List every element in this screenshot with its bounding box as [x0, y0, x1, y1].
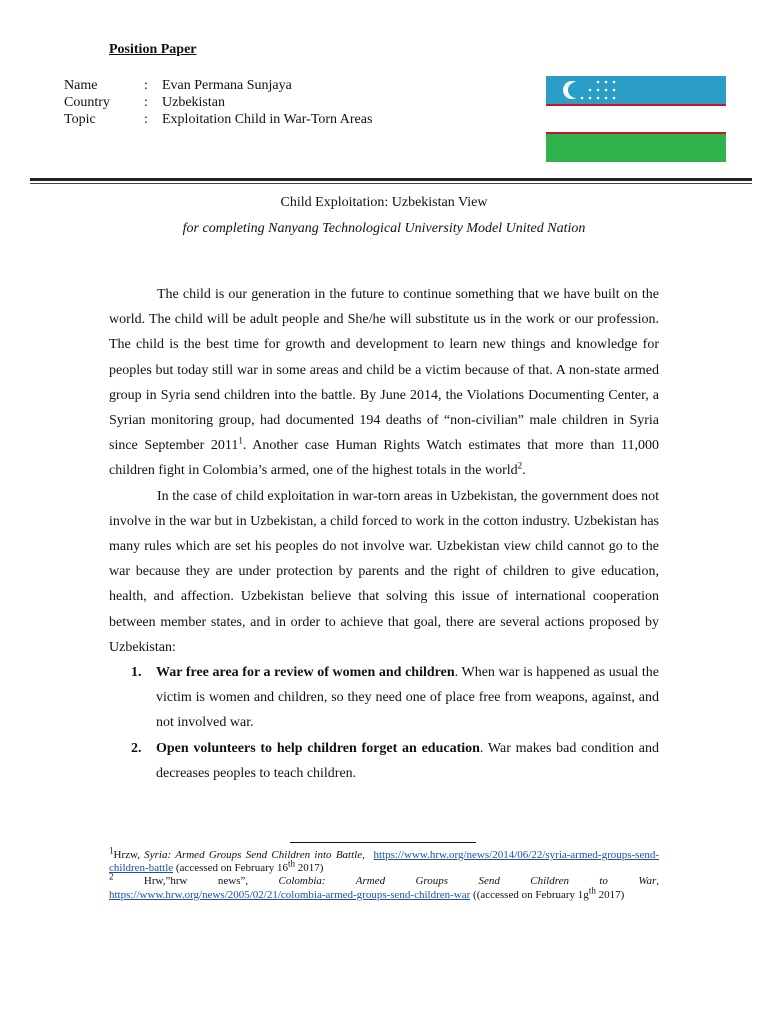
flag-red-stripe-top: [546, 104, 726, 106]
footnote-accessed: (accessed on February 16: [173, 862, 288, 875]
list-item-heading: Open volunteers to help children forget an education: [156, 740, 480, 756]
list-number: 1.: [131, 665, 142, 681]
list-item-heading: War free area for a review of women and children: [156, 665, 455, 681]
footnote-year: 2017): [595, 888, 625, 901]
meta-label: Name: [64, 78, 98, 93]
meta-separator: :: [144, 112, 148, 127]
meta-value: Evan Permana Sunjaya: [162, 78, 292, 93]
footnotes: [109, 845, 660, 902]
list-item-text: . When war is happened as usual the victim is women and children, so they need one of place free from weapons, against, and not involved war.: [156, 665, 659, 731]
paragraph-1-text-c: .: [522, 463, 526, 479]
footnote-source: Hrzw,: [113, 849, 145, 861]
flag-white-band: [546, 106, 726, 132]
flag-star: [613, 81, 616, 84]
meta-row-country: [64, 94, 372, 111]
footnote-mark: 1: [109, 845, 114, 856]
footnote-ordinal: th: [588, 884, 596, 895]
paragraph-2: In the case of child exploitation in war-torn areas in Uzbekistan, the government does not involve in the war but in Uzbekistan, a child forced to work in the cotton industry. Uzbekistan has many rules which are set his peoples do not involve war. Uzbekistan view child cannot go to the war because they are under protection by parents and the right of children to give education, health, and affection. Uzbekistan believe that solving this issue of international cooperation between member states, and in order to achieve that goal, there are several actions proposed by Uzbekistan:: [109, 488, 659, 655]
meta-separator: :: [144, 78, 148, 93]
paragraph-1-text-a: The child is our generation in the future to continue something that we have built on the world. The child will be adult people and She/he will substitute us in the work or our profession. The child is the best time for growth and development to learn new things and knowledge for peoples but today still war in some areas and child be a victim because of that. A non-state armed group in Syria send children into the battle. By June 2014, the Violations Documenting Center, a Syrian monitoring group, had documented 194 deaths of “non-civilian” male children in Syria since September 2011: [109, 287, 659, 454]
footnote-source: Hrw,”hrw news”,: [113, 875, 279, 888]
paragraph-1: [109, 282, 659, 484]
footnote-1: [109, 845, 660, 875]
meta-value: Uzbekistan: [162, 95, 225, 110]
list-item: [109, 660, 659, 736]
meta-value: Exploitation Child in War-Torn Areas: [162, 112, 373, 127]
flag-green-band: [546, 134, 726, 162]
flag-star: [605, 81, 608, 84]
flag-star: [589, 89, 592, 92]
header-divider-thick: [30, 178, 752, 181]
flag-crescent-inner: [568, 82, 584, 98]
footnote-separator: [290, 842, 476, 843]
flag-star: [597, 97, 600, 100]
footnote-ref-2[interactable]: 2: [517, 460, 523, 471]
flag-star: [597, 89, 600, 92]
footnote-ref-1[interactable]: 1: [238, 435, 243, 446]
uzbekistan-flag-icon: [546, 76, 726, 162]
flag-star: [589, 97, 592, 100]
list-item-text: . War makes bad condition and decreases peoples to teach children.: [156, 740, 659, 781]
flag-red-stripe-bottom: [546, 132, 726, 134]
metadata-block: [64, 77, 372, 128]
footnote-mark: 2: [109, 871, 114, 882]
body-text: [109, 282, 659, 786]
document-title: Child Exploitation: Uzbekistan View: [280, 195, 488, 210]
meta-separator: :: [144, 95, 148, 110]
footnote-link[interactable]: https://www.hrw.org/news/2005/02/21/colombia-armed-groups-send-children-war: [109, 888, 471, 901]
header-divider-thin: [30, 183, 752, 184]
footnote-article-title: Syria: Armed Groups Send Children into Battle,: [144, 849, 365, 861]
footnote-ordinal: th: [288, 858, 296, 869]
document-type-heading: Position Paper: [109, 42, 197, 57]
footnote-accessed: ((accessed on February 1g: [470, 888, 589, 901]
footnote-article-title: Colombia: Armed Groups Send Children to War: [278, 875, 657, 888]
list-item: [109, 736, 659, 786]
flag-star: [605, 89, 608, 92]
document-subtitle: for completing Nanyang Technological University Model United Nation: [182, 221, 586, 236]
footnote-link[interactable]: https://www.hrw.org/news/2014/06/22/syria-armed-groups-send-children-battle: [109, 849, 660, 875]
action-list: [109, 660, 659, 786]
flag-star: [613, 97, 616, 100]
paragraph-1-text-b: . Another case Human Rights Watch estimates that more than 11,000 children fight in Colombia’s armed, one of the highest totals in the world: [109, 438, 659, 479]
meta-label: Topic: [64, 112, 96, 127]
meta-row-topic: [64, 111, 372, 128]
flag-star: [613, 89, 616, 92]
footnote-comma: ,: [656, 875, 659, 888]
flag-star: [581, 97, 584, 100]
meta-label: Country: [64, 95, 110, 110]
meta-row-name: [64, 77, 372, 94]
flag-star: [597, 81, 600, 84]
footnote-year: 2017): [295, 862, 324, 875]
list-number: 2.: [131, 740, 142, 756]
footnote-2: [109, 871, 659, 901]
flag-star: [605, 97, 608, 100]
